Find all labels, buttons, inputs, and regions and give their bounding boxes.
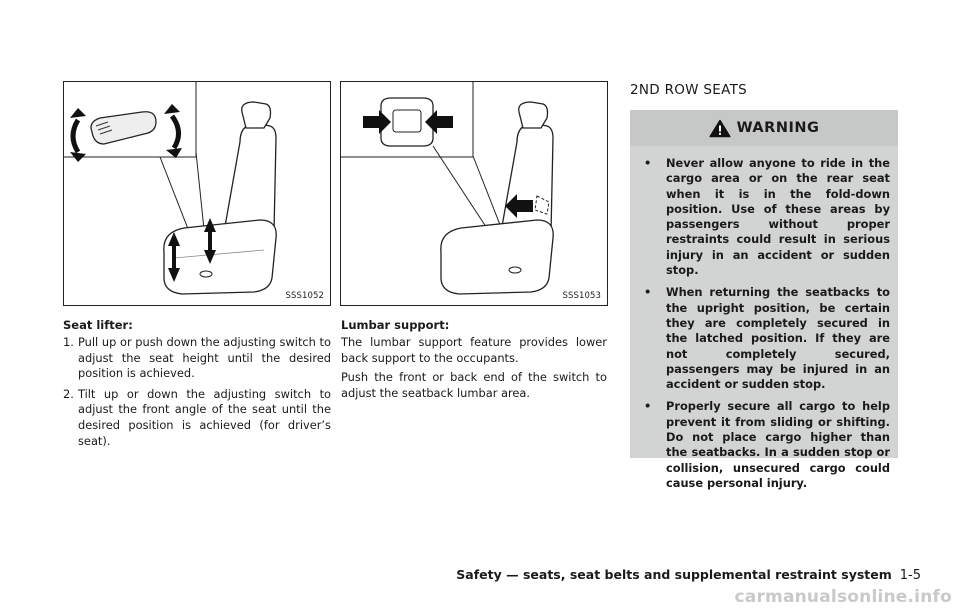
warning-text: Never allow anyone to ride in the cargo area or on the rear seat when it is in the fold-down position. Use of these areas by passengers without proper restraints could result in serious injury in an accident or sudden stop. xyxy=(666,156,890,278)
step-text: Tilt up or down the adjusting switch to adjust the front angle of the seat until the desired position is achieved (for driver’s seat). xyxy=(78,386,331,448)
seat-lifter-figure xyxy=(63,81,331,306)
watermark: carmanualsonline.info xyxy=(734,587,952,607)
page-footer xyxy=(456,567,921,583)
bullet: • xyxy=(644,156,652,170)
section-title: 2ND ROW SEATS xyxy=(630,82,748,98)
step-text: Pull up or push down the adjusting switch to adjust the seat height until the desired position is achieved. xyxy=(78,335,331,381)
lumbar-heading: Lumbar support: xyxy=(341,318,450,332)
footer-section: Safety — seats, seat belts and supplemental restraint system xyxy=(456,567,892,582)
lumbar-support-figure xyxy=(340,81,608,306)
bullet: • xyxy=(644,285,652,300)
lumbar-paragraph: The lumbar support feature provides lower back support to the occupants. xyxy=(341,335,607,365)
figure-code: SSS1053 xyxy=(562,291,601,301)
list-item xyxy=(644,156,890,278)
warning-triangle-icon xyxy=(709,119,731,138)
list-item xyxy=(63,387,331,449)
list-item xyxy=(63,335,331,382)
list-item xyxy=(644,399,890,491)
seat-lifter-heading: Seat lifter: xyxy=(63,318,133,332)
warning-text: When returning the seatbacks to the upright position, be certain they are completely secured in the latched position. If they are not completely secured, passengers may be injured in an accident or sudden stop. xyxy=(666,285,890,392)
bullet: • xyxy=(644,399,652,414)
list-item xyxy=(644,285,890,392)
warning-list xyxy=(644,156,890,498)
lumbar-support-illustration xyxy=(341,82,609,307)
seat-lifter-illustration xyxy=(64,82,332,307)
warning-box xyxy=(630,110,898,490)
step-number: 1. xyxy=(63,335,74,349)
lumbar-paragraph: Push the front or back end of the switch to adjust the seatback lumbar area. xyxy=(341,370,607,400)
figure-code: SSS1052 xyxy=(285,291,324,301)
page-number: 1-5 xyxy=(899,568,921,583)
warning-header xyxy=(630,110,898,146)
seat-lifter-steps xyxy=(63,335,331,454)
warning-text: Properly secure all cargo to help prevent it from sliding or shifting. Do not place cargo higher than the seatbacks. In a sudden stop or collision, unsecured cargo could cause personal injury. xyxy=(666,399,890,490)
step-number: 2. xyxy=(63,386,74,401)
warning-label: WARNING xyxy=(736,120,820,136)
